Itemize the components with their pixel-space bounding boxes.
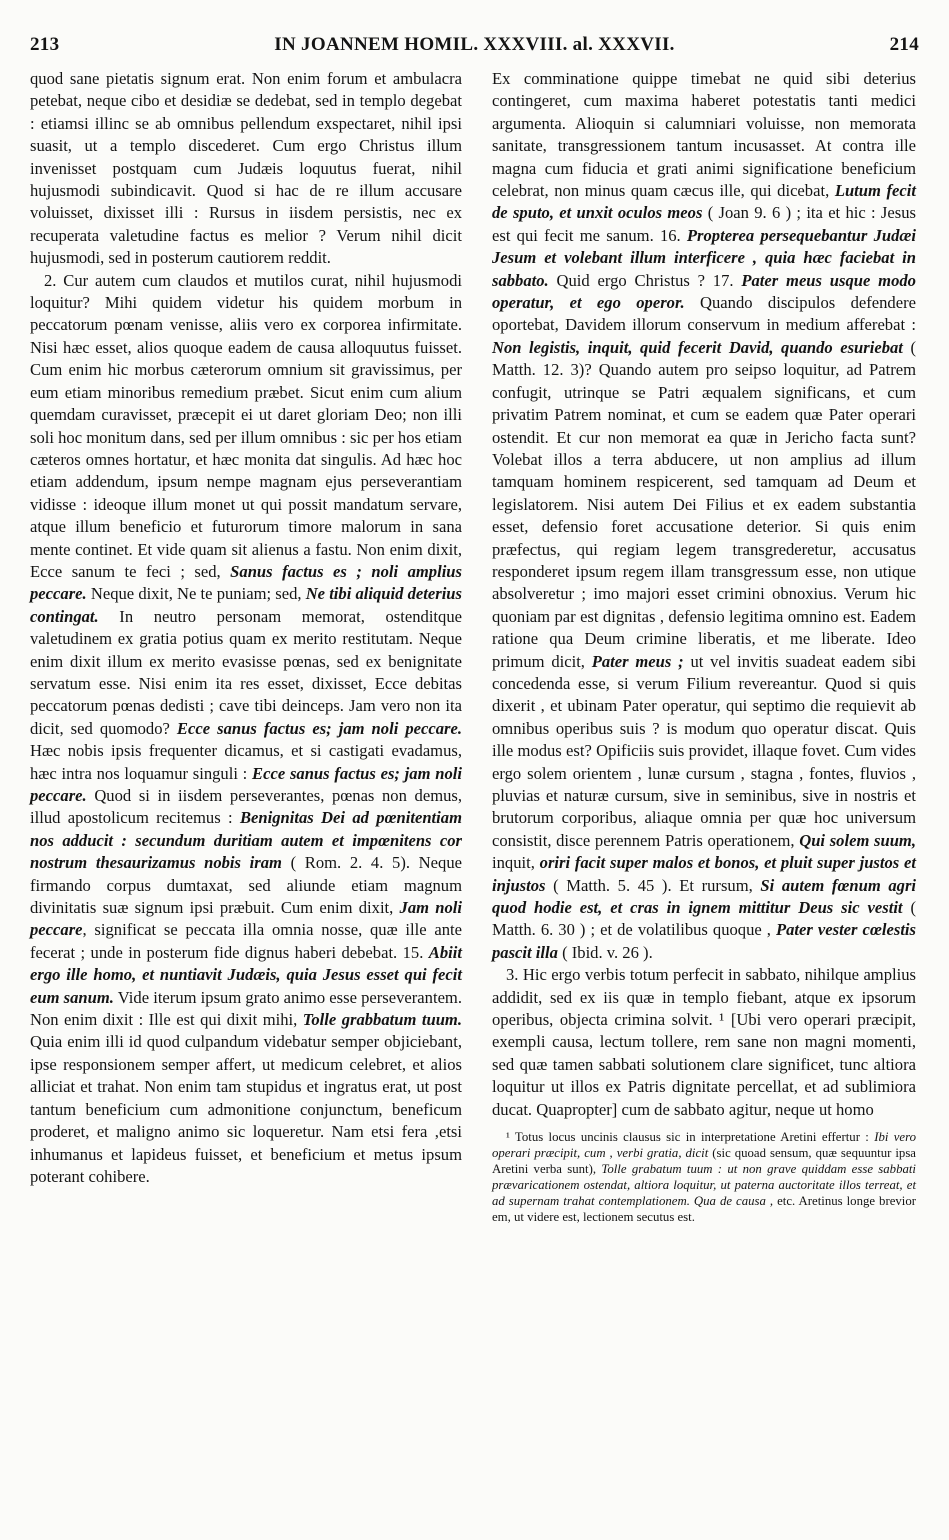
text-run: Ex comminatione quippe timebat ne quid sibi deterius contingeret, cum maxima haberet potestatis tanti medici argumenta. Alioquin si calumniari voluisse, non memorata sanitate, transgressionem tantum incusasset. At contra ille magna cum fiducia et grati animi significatione beneficium celebrat, non minus quam cæcus ille, qui dicebat, [492,69,916,201]
text-run: ut vel invitis suadeat eadem sibi concedenda esse, si verum Filium revereantur. Quod si quis dixerit , et ubinam Pater operatur, qui septimo die requievit ab omnibus operibus suis ? is modum quo operatur discat. Quis ille modus est? Opificiis suis providet, illaque fovet. Cum vides ergo solem orientem , lunæ cursum , stagna , fontes, fluvios , pluvias et naturæ cursum, sive in seminibus, sive in nostris et brutorum corporibus, aliaque omnia per quæ hoc universum consistit, disce perennem Patris operationem, [492,651,917,850]
text-run: Quando autem pro seipso loquitur, ad Patrem confugit, utrinque se Patri æqualem significans, et cum privatim Patrem nominat, et cum se eadem quæ Pater operari ostendit. Et cur non memorat ea quæ in Jericho facta sunt? Volebat illos a terra abducere, ut non amplius ad illum tamquam hominem respicerent, sed tamquam ad Deum et legislatorem. Nisi autem Dei Filius et ex eadem substantia esset, defensio foret accusatione deterior. Si quis enim præfectus, qui regiam legem transgrederetur, accusatus responderet ipsum regem illam transgressum esse, non utique absolveretur ; imo majori esset crimini obnoxius. Verum hic quoniam par est dignitas , defensio legitima omnino est. Eadem ratione qua Deum crimine liberatis, et me liberate. Ideo primum dicit, [492,360,917,671]
paragraph [30,270,462,1189]
text-run: Quia enim illi id quod culpandum videbatur semper objiciebant, ipse responsionem semper affert, ut medicum celebret, et alios alliciat et trahat. Non enim tam stupidus et ingratus erat, ut post tantum beneficium cum admonitione conjunctum, beneficum proderet, et maligno animo sic loqueretur. Nam etsi fera ,etsi inhumanus et lapideus fuisset, et beneficium et metus ipsum poterant cohibere. [30,1032,462,1186]
right-column [492,68,916,1225]
footnote-paragraph [492,1129,916,1225]
running-title: IN JOANNEM HOMIL. XXXVIII. al. XXXVII. [274,34,675,55]
paragraph [492,964,916,1121]
scripture-reference: ( Matth. 6. 30 ) ; [492,898,916,940]
text-run: et de volatilibus quoque , [600,920,771,940]
scripture-quote: Ecce sanus factus es; jam noli peccare. [30,763,462,805]
text-run: Hæc nobis ipsis frequenter dicamus, et si castigati evadamus, hæc intra nos loquamur singuli : [30,741,462,783]
text-run: Vide iterum ipsum grato animo esse perseverantem. Non enim dixit : Ille est qui dixit mihi, [30,987,462,1030]
scripture-reference: ( Matth. 12. 3)? [492,337,916,380]
text-run: Et rursum, [679,875,753,895]
scripture-quote: Pater meus usque modo operatur, et ego operor. [492,270,916,313]
text-run: , significat se peccata illa omnia nosse, quæ ille ante fecerat ; unde in posterum fide dignus haberi debebat. 15. [30,920,462,962]
text-run: quod sane pietatis signum erat. Non enim forum et ambulacra petebat, neque cibo et desidiæ se dedebat, sed in templo degebat : etiamsi illinc se ab omnibus pellendum exspectaret, nihil ipsi suasit, ut a templo discederet. Cum ergo Christus illum invenisset postquam cum Judæis loquutus fuerat, nihil hujusmodi subindicavit. Quod si hac de re illum accusare voluisset, dixisset illi : Rursus in iisdem persistis, nec ex recuperata valetudine factus es melior ? Verum nihil dicit hujusmodi, sed in posterum cautiorem reddit. [30,69,462,268]
text-run: inquit, [492,853,535,873]
scripture-quote: Lutum fecit de sputo, et unxit oculos meos [492,181,916,223]
scripture-quote: oriri facit super malos et bonos, et pluit super justos et injustos [492,853,916,895]
scripture-quote: Qui solem suum, [799,830,916,850]
scripture-reference: ( Matth. 5. 45 ). [553,875,672,895]
scripture-quote: Propterea persequebantur Judæi Jesum et volebant illum interficere , quia hæc faciebat in sabbato. [492,225,916,290]
scripture-quote: Ecce sanus factus es; jam noli peccare. [176,718,462,738]
scripture-quote: Jam noli peccare [30,898,462,940]
scripture-quote: Tolle grabbatum tuum. [302,1010,462,1030]
scripture-quote: Si autem fœnum agri quod hodie est, et cras in ignem mittitur Deus sic vestit [492,875,917,918]
scripture-quote: Ne tibi aliquid deterius contingat. [30,584,462,626]
text-run: 3. Hic ergo verbis totum perfecit in sabbato, nihilque amplius addidit, sed ex iis quæ in templo fiebant, atque ex ipsorum operibus, objecta crimina solvit. ¹ [Ubi vero operari præcipit, exempli causa, lectum tollere, rem sane non magni momenti, sed quæ tamen sabbati solutionem clare significet, tunc altiora loquitur ut illos ex Patris dignitate percellat, et ad sublimiora ducat. Quapropter] cum de sabbato agitur, neque ut homo [492,965,916,1119]
text-run: In neutro personam memorat, ostenditque valetudinem ex gratia potius quam ex merito restitutam. Neque enim dixit illum ex merito evasisse pœnas, sed ex benignitate servatum esse. Nisi enim ita res esset, dixisset, Ecce debitas peccatorum pœnas dedisti ; cave tibi deinceps. Jam vero non ita dicit, sed quomodo? [30,606,462,738]
text-run: ita et hic : Jesus est qui fecit me sanum. 16. [492,203,916,245]
text-run: Neque firmando corpus dumtaxat, sed aliunde etiam magnum divinitatis suæ signum ipsi præbuit. Cum enim dixit, [30,853,462,918]
page-header [30,30,919,62]
page-number-left: 213 [30,34,60,55]
footnote-quote: Tolle grabatum tuum : ut non grave quiddam esse sabbati prævaricationem ostendat, altiora loquitur, ut paterna auctoritate illos terreat, et ad supernam trahat contemplationem. Qua de causa , [492,1162,916,1209]
text-run: 2. Cur autem cum claudos et mutilos curat, nihil hujusmodi loquitur? Mihi quidem videtur his quidem morbum in peccatorum pœnam venisse, aliis vero ex corporea infirmitate. Nisi hæc esset, alios quoque eadem de causa alloquutus fuisset. Cum enim hic morbus cæterorum omnium sit gravissimus, per eum etiam minoribus remedium præbet. Sicut enim cum alium quemdam curavisset, præcepit ei ut daret gloriam Deo; non illi soli hoc monitum dans, sed per illum omnibus : sic per hos etiam cæteros omnes hortatur, et hæc monita dat singulis. Ad hæc hoc etiam addendum, ipsum nempe magnam ejus perseverantiam vidisse : ideoque illum monet ut qui possit mandatum servare, atque illum beneficio et futurorum timore malorum in sana mente continet. Et vide quam sit alienus a fastu. Non enim dixit, Ecce sanum te feci ; sed, [30,270,462,581]
text-run: Quod si in iisdem perseverantes, pœnas non demus, illud apostolicum recitemus : [30,786,463,828]
footnote [492,1129,916,1225]
scripture-quote: Sanus factus es ; noli amplius peccare. [30,561,462,604]
left-column [30,68,462,1188]
text-run: Quando discipulos defendere oportebat, Davidem illorum conservum in medium afferebat : [492,293,916,335]
paragraph [30,68,462,270]
scripture-reference: ( Joan 9. 6 ) ; [707,203,802,223]
scripture-quote: Abiit ergo ille homo, et nuntiavit Judæis, quia Jesus esset qui fecit eum sanum. [30,942,462,1007]
text-run: (sic quoad sensum, quæ sequuntur ipsa Aretini verba sunt), [492,1146,916,1177]
scripture-quote: Benignitas Dei ad pœnitentiam nos adducit : secundum duritiam autem et impœnitens cor nostrum thesaurizamus nobis iram [30,808,462,873]
text-run: Quid ergo Christus ? 17. [556,270,734,290]
scripture-quote: Pater meus ; [591,651,684,671]
text-run: ¹ Totus locus uncinis clausus sic in interpretatione Aretini effertur : [506,1130,869,1145]
text-run: Neque dixit, Ne te puniam; sed, [90,584,302,604]
paragraph [492,68,916,964]
scripture-reference: ( Rom. 2. 4. 5). [290,853,411,873]
footnote-quote: Ibi vero operari præcipit, cum , verbi gratia, dicit [492,1130,916,1161]
scripture-quote: Pater vester cœlestis pascit illa [492,920,916,962]
scripture-reference: ( Ibid. v. 26 ). [562,942,653,962]
page-number-right: 214 [889,34,919,55]
scripture-quote: Non legistis, inquit, quid fecerit David, quando esuriebat [492,337,903,357]
text-run: etc. Aretinus longe brevior em, ut videre est, lectionem secutus est. [492,1194,917,1225]
